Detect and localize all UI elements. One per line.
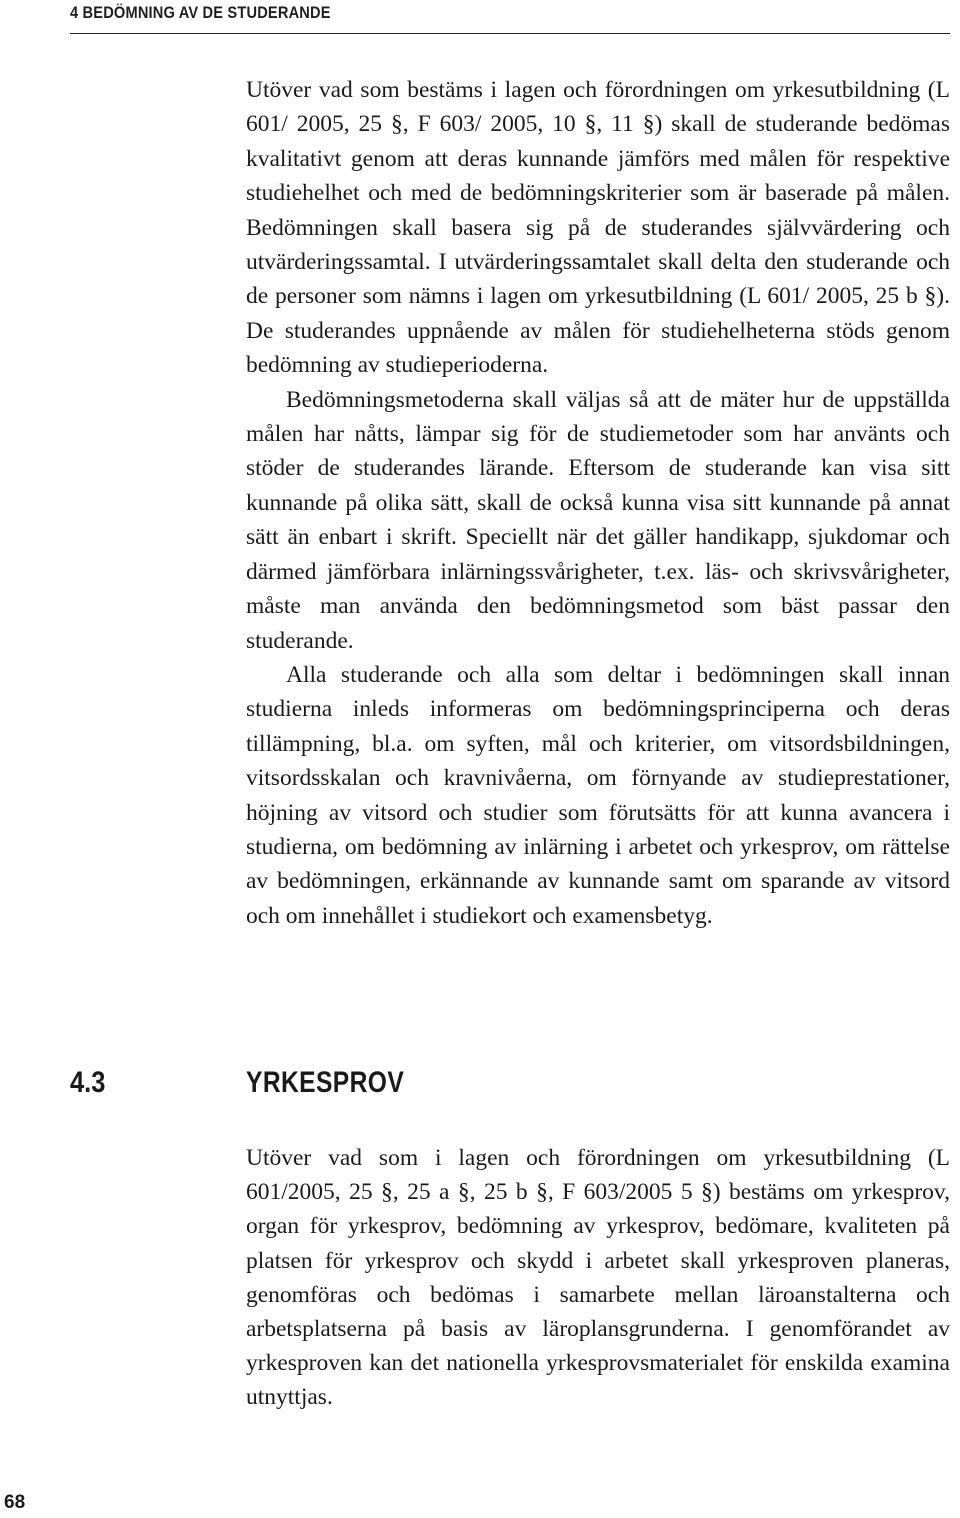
running-head: 4 BEDÖMNING AV DE STUDERANDE [70, 3, 331, 22]
paragraph: Bedömningsmetoderna skall väljas så att de mäter hur de uppställda målen har nåtts, lämpar sig för de studiemetoder som har använts och stöder de studerandes lärande. Eftersom de studerande kan visa sitt kunnande på olika sätt, skall de också kunna visa sitt kunnande på annat sätt än enbart i skrift. Speciellt när det gäller handikapp, sjukdomar och därmed jämförbara inlärningssvårigheter, t.ex. läs- och skrivsvårigheter, måste man använda den bedömningsmetod som bäst passar den studerande. [246, 386, 950, 654]
section-number: 4.3 [70, 1066, 106, 1099]
paragraph: Utöver vad som bestäms i lagen och förordningen om yrkesutbildning (L 601/ 2005, 25 §, F 603/ 2005, 10 §, 11 §) skall de studerande bedömas kvalitativt genom att deras kunnande jämförs med målen för respektive studiehelhet och med de bedömningskriterier som är baserade på målen. Bedömningen skall basera sig på de studerandes självvärdering och utvärderingssamtal. I utvärderingssamtalet skall delta den studerande och de personer som nämns i lagen om yrkesutbildning (L 601/ 2005, 25 b §). De studerandes uppnående av målen för studiehelheterna stöds genom bedömning av studieperioderna. [246, 77, 950, 379]
yrkesprov-body [246, 1141, 950, 1415]
page-number: 68 [4, 1492, 26, 1513]
paragraph: Utöver vad som i lagen och förordningen om yrkesutbildning (L 601/2005, 25 §, 25 a §, 25 b §, F 603/2005 5 §) bestäms om yrkesprov, organ för yrkesprov, bedömning av yrkesprov, bedömare, kvaliteten på platsen för yrkesprov och skydd i arbetet skall yrkesproven planeras, genomföras och bedömas i samarbete mellan läroanstalterna och arbetsplatserna på basis av läroplansgrunderna. I genomförandet av yrkesproven kan det nationella yrkesprovsmaterialet för enskilda examina utnyttjas. [246, 1145, 950, 1411]
header-rule [70, 33, 950, 34]
section-body [246, 73, 950, 933]
paragraph: Alla studerande och alla som deltar i bedömningen skall innan studierna inleds informeras om bedömningsprinciperna och deras tillämpning, bl.a. om syften, mål och kriterier, om vitsordsbildningen, vitsordsskalan och kravnivåerna, om förnyande av studieprestationer, höjning av vitsord och studier som förutsätts för att kunna avancera i studierna, om bedömning av inlärning i arbetet och yrkesprov, om rättelse av bedömningen, erkännande av kunnande samt om sparande av vitsord och om innehållet i studiekort och examensbetyg. [246, 661, 950, 929]
section-heading: YRKESPROV [246, 1066, 405, 1099]
